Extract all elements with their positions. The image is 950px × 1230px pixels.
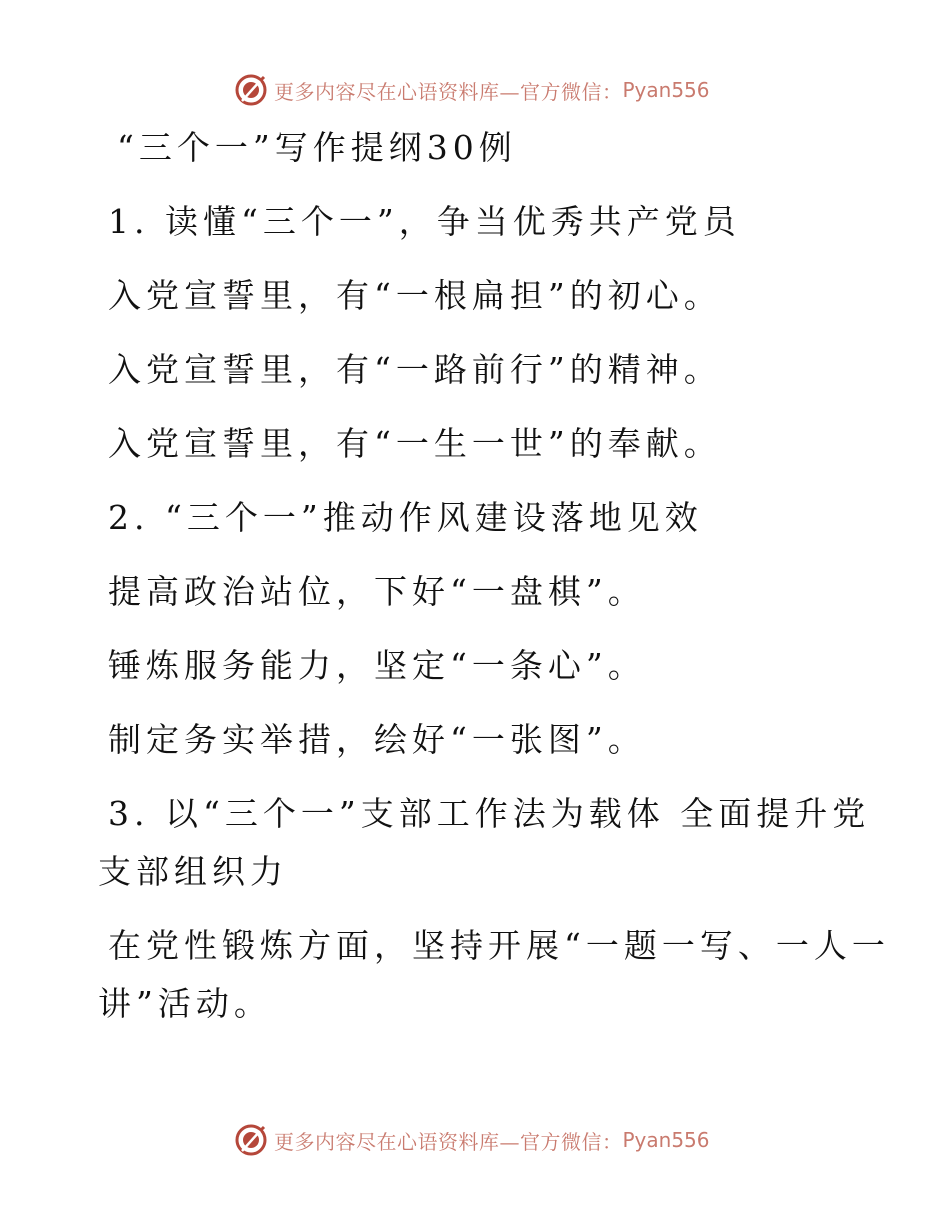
section-2-line-2: 锤炼服务能力，坚定“一条心”。 bbox=[108, 646, 646, 685]
header-watermark bbox=[234, 70, 710, 110]
section-2-heading: 2. “三个一”推动作风建设落地见效 bbox=[108, 498, 703, 537]
section-3-heading-cont: 支部组织力 bbox=[98, 852, 288, 891]
watermark-wechat: Pyan556 bbox=[622, 78, 710, 102]
section-3-line-1: 在党性锻炼方面，坚持开展“一题一写、一人一 bbox=[108, 926, 890, 965]
pen-logo-icon bbox=[234, 1123, 268, 1157]
section-1-heading: 1. 读懂“三个一”，争当优秀共产党员 bbox=[108, 202, 741, 241]
section-1-line-2: 入党宣誓里，有“一路前行”的精神。 bbox=[108, 350, 722, 389]
watermark-text: 更多内容尽在心语资料库—官方微信： bbox=[274, 1129, 623, 1154]
footer-watermark bbox=[234, 1120, 710, 1160]
section-1-line-3: 入党宣誓里，有“一生一世”的奉献。 bbox=[108, 424, 722, 463]
section-2-line-3: 制定务实举措，绘好“一张图”。 bbox=[108, 720, 646, 759]
section-3-heading: 3. 以“三个一”支部工作法为载体 全面提升党 bbox=[108, 794, 871, 833]
pen-logo-icon bbox=[234, 73, 268, 107]
section-3-line-1-cont: 讲”活动。 bbox=[98, 984, 272, 1023]
watermark-text: 更多内容尽在心语资料库—官方微信： bbox=[274, 79, 623, 104]
section-1-line-1: 入党宣誓里，有“一根扁担”的初心。 bbox=[108, 276, 722, 315]
watermark-wechat: Pyan556 bbox=[622, 1128, 710, 1152]
doc-title: “三个一”写作提纲30例 bbox=[117, 128, 517, 167]
section-2-line-1: 提高政治站位，下好“一盘棋”。 bbox=[108, 572, 646, 611]
